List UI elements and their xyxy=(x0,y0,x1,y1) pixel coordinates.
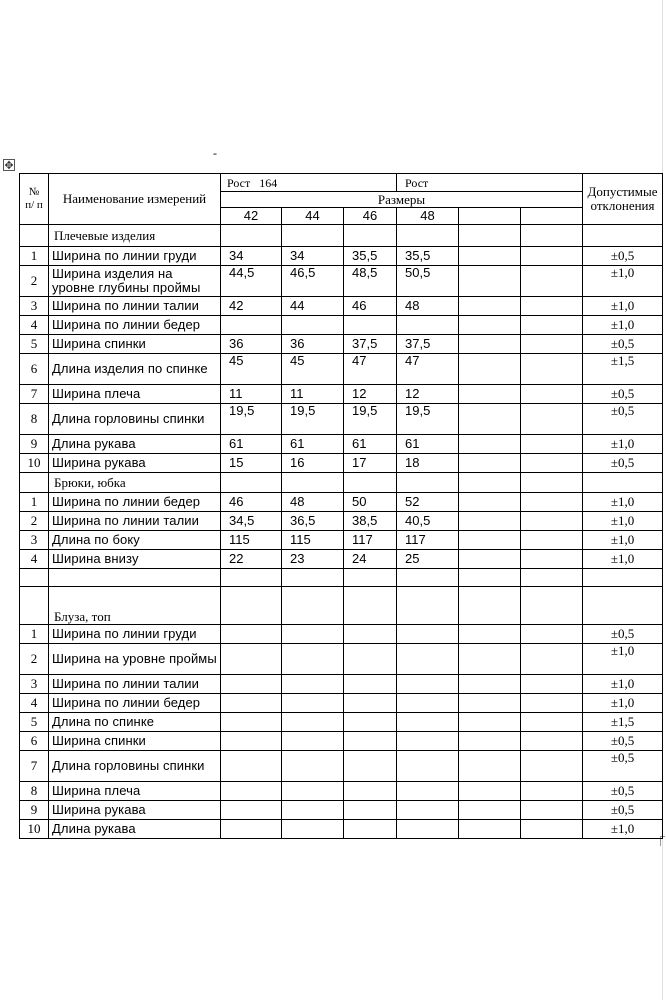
row-number: 9 xyxy=(20,801,49,820)
row-number: 3 xyxy=(20,297,49,316)
size-value: 16 xyxy=(282,454,344,473)
size-value: 34,5 xyxy=(221,512,282,531)
measurement-name: Ширина по линии бедер xyxy=(49,316,221,335)
size-value: 34 xyxy=(282,247,344,266)
size-value: 12 xyxy=(344,385,397,404)
size-value xyxy=(221,694,282,713)
size-value: 34 xyxy=(221,247,282,266)
size-value xyxy=(459,335,521,354)
size-value xyxy=(459,625,521,644)
section-row xyxy=(20,225,663,247)
measurement-name: Ширина по линии груди xyxy=(49,625,221,644)
size-value xyxy=(521,435,583,454)
blank-cell xyxy=(459,569,521,587)
table-move-handle-icon[interactable]: ✥ xyxy=(4,159,14,172)
size-value xyxy=(521,404,583,435)
tolerance-value: ±0,5 xyxy=(583,385,663,404)
measurement-name: Длина горловины спинки xyxy=(49,404,221,435)
row-number: 10 xyxy=(20,454,49,473)
size-value xyxy=(521,493,583,512)
table-row xyxy=(20,316,663,335)
size-value xyxy=(221,820,282,839)
table-row xyxy=(20,644,663,675)
row-number: 10 xyxy=(20,820,49,839)
size-value: 117 xyxy=(397,531,459,550)
tolerance-value: ±0,5 xyxy=(583,404,663,435)
section-tol-cell xyxy=(583,473,663,493)
size-value xyxy=(397,625,459,644)
size-value xyxy=(221,316,282,335)
size-value xyxy=(344,316,397,335)
size-value xyxy=(521,732,583,751)
tolerance-value: ±1,0 xyxy=(583,316,663,335)
size-value xyxy=(344,694,397,713)
row-number: 6 xyxy=(20,732,49,751)
section-empty-cell xyxy=(521,225,583,247)
header-height-1: Рост 164 xyxy=(221,174,397,192)
size-value: 19,5 xyxy=(282,404,344,435)
size-value xyxy=(459,801,521,820)
section-empty-cell xyxy=(344,225,397,247)
size-value: 36,5 xyxy=(282,512,344,531)
measurement-name: Ширина плеча xyxy=(49,385,221,404)
size-value: 19,5 xyxy=(344,404,397,435)
size-value xyxy=(459,385,521,404)
row-number: 4 xyxy=(20,550,49,569)
measurement-name: Ширина спинки xyxy=(49,335,221,354)
size-value: 47 xyxy=(397,354,459,385)
measurement-name: Длина по боку xyxy=(49,531,221,550)
row-number: 8 xyxy=(20,782,49,801)
size-value: 19,5 xyxy=(397,404,459,435)
size-value xyxy=(521,694,583,713)
section-empty-cell xyxy=(521,587,583,625)
header-row-1 xyxy=(20,174,663,192)
size-value xyxy=(521,625,583,644)
section-title: Брюки, юбка xyxy=(49,473,221,493)
size-value xyxy=(459,512,521,531)
size-value xyxy=(397,801,459,820)
size-value: 22 xyxy=(221,550,282,569)
tolerance-value: ±1,5 xyxy=(583,354,663,385)
size-col: 48 xyxy=(397,208,459,225)
size-value xyxy=(521,782,583,801)
tolerance-value: ±1,0 xyxy=(583,550,663,569)
size-value xyxy=(344,801,397,820)
section-row xyxy=(20,473,663,493)
tolerance-value: ±1,5 xyxy=(583,713,663,732)
size-value xyxy=(459,404,521,435)
size-value: 61 xyxy=(282,435,344,454)
size-value xyxy=(282,316,344,335)
measurement-name: Ширина плеча xyxy=(49,782,221,801)
measurement-name: Длина горловины спинки xyxy=(49,751,221,782)
blank-cell xyxy=(20,569,49,587)
blank-cell xyxy=(221,569,282,587)
size-value: 50 xyxy=(344,493,397,512)
section-title: Плечевые изделия xyxy=(49,225,221,247)
size-value xyxy=(397,732,459,751)
row-number: 2 xyxy=(20,644,49,675)
size-value xyxy=(459,316,521,335)
row-number: 7 xyxy=(20,385,49,404)
size-value: 48 xyxy=(282,493,344,512)
size-value xyxy=(344,644,397,675)
size-value: 15 xyxy=(221,454,282,473)
size-value xyxy=(344,782,397,801)
table-row xyxy=(20,297,663,316)
blank-cell xyxy=(344,569,397,587)
table-row xyxy=(20,732,663,751)
size-value: 48,5 xyxy=(344,266,397,297)
measurement-name: Длина по спинке xyxy=(49,713,221,732)
blank-row xyxy=(20,569,663,587)
table-row xyxy=(20,354,663,385)
size-value xyxy=(459,675,521,694)
size-value: 47 xyxy=(344,354,397,385)
section-empty-cell xyxy=(282,587,344,625)
blank-cell xyxy=(583,569,663,587)
section-empty-cell xyxy=(221,587,282,625)
size-value: 44,5 xyxy=(221,266,282,297)
size-value xyxy=(282,732,344,751)
size-value xyxy=(459,493,521,512)
tolerance-value: ±1,0 xyxy=(583,266,663,297)
measurement-name: Ширина по линии груди xyxy=(49,247,221,266)
measurements-table xyxy=(19,173,663,839)
size-value xyxy=(459,751,521,782)
section-title: Блуза, топ xyxy=(49,587,221,625)
row-number: 3 xyxy=(20,675,49,694)
size-value: 36 xyxy=(282,335,344,354)
size-col xyxy=(521,208,583,225)
size-value xyxy=(459,694,521,713)
table-row xyxy=(20,713,663,732)
section-num-cell xyxy=(20,587,49,625)
size-value xyxy=(282,675,344,694)
size-value xyxy=(521,751,583,782)
header-num: № п/ п xyxy=(20,174,49,225)
measurement-name: Ширина внизу xyxy=(49,550,221,569)
section-empty-cell xyxy=(344,473,397,493)
size-value xyxy=(521,354,583,385)
section-tol-cell xyxy=(583,225,663,247)
section-empty-cell xyxy=(397,225,459,247)
size-col: 42 xyxy=(221,208,282,225)
size-value: 35,5 xyxy=(397,247,459,266)
table-row xyxy=(20,454,663,473)
size-value xyxy=(344,732,397,751)
tolerance-value: ±1,0 xyxy=(583,297,663,316)
table-row xyxy=(20,247,663,266)
blank-cell xyxy=(282,569,344,587)
measurement-name: Длина рукава xyxy=(49,435,221,454)
size-value xyxy=(221,751,282,782)
size-value xyxy=(397,675,459,694)
tolerance-value: ±0,5 xyxy=(583,732,663,751)
measurement-name: Ширина изделия на уровне глубины проймы xyxy=(49,266,221,297)
table-row xyxy=(20,404,663,435)
size-value xyxy=(521,297,583,316)
size-value xyxy=(221,801,282,820)
size-value xyxy=(459,435,521,454)
size-value xyxy=(521,675,583,694)
size-value: 40,5 xyxy=(397,512,459,531)
size-value xyxy=(282,751,344,782)
size-value xyxy=(459,732,521,751)
tolerance-value: ±0,5 xyxy=(583,335,663,354)
section-empty-cell xyxy=(459,225,521,247)
header-height-2: Рост xyxy=(397,174,583,192)
size-value: 61 xyxy=(344,435,397,454)
size-value: 18 xyxy=(397,454,459,473)
size-value xyxy=(221,675,282,694)
size-value xyxy=(521,385,583,404)
measurement-name: Ширина по линии бедер xyxy=(49,694,221,713)
tolerance-value: ±0,5 xyxy=(583,751,663,782)
measurement-name: Ширина на уровне проймы xyxy=(49,644,221,675)
table-row xyxy=(20,675,663,694)
size-value xyxy=(521,820,583,839)
size-value xyxy=(397,820,459,839)
size-value: 12 xyxy=(397,385,459,404)
size-value: 52 xyxy=(397,493,459,512)
size-value: 24 xyxy=(344,550,397,569)
size-value xyxy=(397,751,459,782)
size-value: 45 xyxy=(282,354,344,385)
size-value: 115 xyxy=(221,531,282,550)
section-row xyxy=(20,587,663,625)
tolerance-value: ±1,0 xyxy=(583,435,663,454)
size-value: 46,5 xyxy=(282,266,344,297)
section-empty-cell xyxy=(221,473,282,493)
size-value xyxy=(521,316,583,335)
size-value xyxy=(344,751,397,782)
size-value xyxy=(521,713,583,732)
size-value: 25 xyxy=(397,550,459,569)
tolerance-value: ±0,5 xyxy=(583,625,663,644)
table-row xyxy=(20,751,663,782)
size-value xyxy=(282,694,344,713)
size-value xyxy=(344,713,397,732)
section-empty-cell xyxy=(397,587,459,625)
tolerance-value: ±1,0 xyxy=(583,493,663,512)
header-sizes: Размеры xyxy=(221,192,583,208)
size-col: 46 xyxy=(344,208,397,225)
size-value xyxy=(221,644,282,675)
measurement-name: Ширина спинки xyxy=(49,732,221,751)
size-value xyxy=(282,782,344,801)
table-row xyxy=(20,435,663,454)
size-value xyxy=(397,694,459,713)
size-value xyxy=(282,644,344,675)
size-value xyxy=(521,512,583,531)
size-value: 42 xyxy=(221,297,282,316)
section-tol-cell xyxy=(583,587,663,625)
size-value: 36 xyxy=(221,335,282,354)
size-value xyxy=(282,801,344,820)
section-empty-cell xyxy=(344,587,397,625)
size-value xyxy=(459,354,521,385)
size-value xyxy=(459,820,521,839)
size-value: 38,5 xyxy=(344,512,397,531)
size-value xyxy=(397,782,459,801)
size-value xyxy=(521,335,583,354)
measurement-name: Длина рукава xyxy=(49,820,221,839)
table-row xyxy=(20,512,663,531)
size-value xyxy=(459,713,521,732)
size-value xyxy=(221,782,282,801)
row-number: 7 xyxy=(20,751,49,782)
row-number: 4 xyxy=(20,694,49,713)
section-empty-cell xyxy=(221,225,282,247)
row-number: 1 xyxy=(20,493,49,512)
table-row xyxy=(20,820,663,839)
measurement-name: Ширина по линии бедер xyxy=(49,493,221,512)
size-value: 11 xyxy=(221,385,282,404)
row-number: 9 xyxy=(20,435,49,454)
size-value xyxy=(459,531,521,550)
size-value: 44 xyxy=(282,297,344,316)
size-value xyxy=(397,644,459,675)
size-value xyxy=(521,644,583,675)
row-number: 5 xyxy=(20,335,49,354)
blank-cell xyxy=(521,569,583,587)
size-value: 19,5 xyxy=(221,404,282,435)
tolerance-value: ±1,0 xyxy=(583,820,663,839)
size-value: 46 xyxy=(221,493,282,512)
measurement-name: Ширина по линии талии xyxy=(49,297,221,316)
table-row xyxy=(20,550,663,569)
tolerance-value: ±0,5 xyxy=(583,801,663,820)
size-value xyxy=(521,801,583,820)
size-value: 45 xyxy=(221,354,282,385)
size-value: 48 xyxy=(397,297,459,316)
size-value xyxy=(459,644,521,675)
row-number: 1 xyxy=(20,247,49,266)
size-col: 44 xyxy=(282,208,344,225)
size-value xyxy=(459,782,521,801)
measurement-name: Ширина рукава xyxy=(49,454,221,473)
size-value xyxy=(221,713,282,732)
tolerance-value: ±1,0 xyxy=(583,531,663,550)
size-value: 117 xyxy=(344,531,397,550)
table-row xyxy=(20,531,663,550)
table-row xyxy=(20,694,663,713)
table-row xyxy=(20,335,663,354)
size-value xyxy=(344,675,397,694)
section-empty-cell xyxy=(521,473,583,493)
table-row xyxy=(20,782,663,801)
row-number: 5 xyxy=(20,713,49,732)
row-number: 8 xyxy=(20,404,49,435)
size-value: 37,5 xyxy=(397,335,459,354)
size-value xyxy=(459,247,521,266)
size-value xyxy=(459,454,521,473)
table-row xyxy=(20,493,663,512)
size-value xyxy=(282,713,344,732)
size-value: 11 xyxy=(282,385,344,404)
blank-cell xyxy=(49,569,221,587)
section-empty-cell xyxy=(282,225,344,247)
size-value xyxy=(397,713,459,732)
size-value xyxy=(282,820,344,839)
measurement-name: Длина изделия по спинке xyxy=(49,354,221,385)
size-col xyxy=(459,208,521,225)
section-num-cell xyxy=(20,225,49,247)
section-num-cell xyxy=(20,473,49,493)
header-tolerance: Допустимые отклонения xyxy=(583,174,663,225)
row-number: 3 xyxy=(20,531,49,550)
row-number: 6 xyxy=(20,354,49,385)
size-value xyxy=(521,454,583,473)
size-value xyxy=(344,625,397,644)
size-value xyxy=(521,266,583,297)
size-value: 50,5 xyxy=(397,266,459,297)
size-value: 115 xyxy=(282,531,344,550)
tolerance-value: ±1,0 xyxy=(583,512,663,531)
tolerance-value: ±1,0 xyxy=(583,675,663,694)
size-value xyxy=(459,266,521,297)
table-row xyxy=(20,801,663,820)
size-value: 17 xyxy=(344,454,397,473)
size-value: 61 xyxy=(221,435,282,454)
row-number: 4 xyxy=(20,316,49,335)
header-name: Наименование измерений xyxy=(49,174,221,225)
section-empty-cell xyxy=(282,473,344,493)
table-row xyxy=(20,266,663,297)
size-value: 37,5 xyxy=(344,335,397,354)
size-value xyxy=(221,732,282,751)
row-number: 2 xyxy=(20,266,49,297)
blank-cell xyxy=(397,569,459,587)
row-number: 2 xyxy=(20,512,49,531)
section-empty-cell xyxy=(459,473,521,493)
measurement-name: Ширина по линии талии xyxy=(49,512,221,531)
size-value: 61 xyxy=(397,435,459,454)
table-row xyxy=(20,625,663,644)
tolerance-value: ±0,5 xyxy=(583,247,663,266)
size-value xyxy=(221,625,282,644)
size-value xyxy=(521,531,583,550)
size-value xyxy=(344,820,397,839)
measurement-name: Ширина по линии талии xyxy=(49,675,221,694)
size-value: 35,5 xyxy=(344,247,397,266)
size-value: 23 xyxy=(282,550,344,569)
measurement-name: Ширина рукава xyxy=(49,801,221,820)
size-value xyxy=(397,316,459,335)
size-value: 46 xyxy=(344,297,397,316)
tolerance-value: ±1,0 xyxy=(583,694,663,713)
size-value xyxy=(459,297,521,316)
section-empty-cell xyxy=(459,587,521,625)
section-empty-cell xyxy=(397,473,459,493)
size-value xyxy=(521,247,583,266)
tolerance-value: ±0,5 xyxy=(583,454,663,473)
tolerance-value: ±1,0 xyxy=(583,644,663,675)
row-number: 1 xyxy=(20,625,49,644)
size-value xyxy=(521,550,583,569)
stray-dash: - xyxy=(213,146,217,160)
size-value xyxy=(282,625,344,644)
table-row xyxy=(20,385,663,404)
size-value xyxy=(459,550,521,569)
tolerance-value: ±0,5 xyxy=(583,782,663,801)
